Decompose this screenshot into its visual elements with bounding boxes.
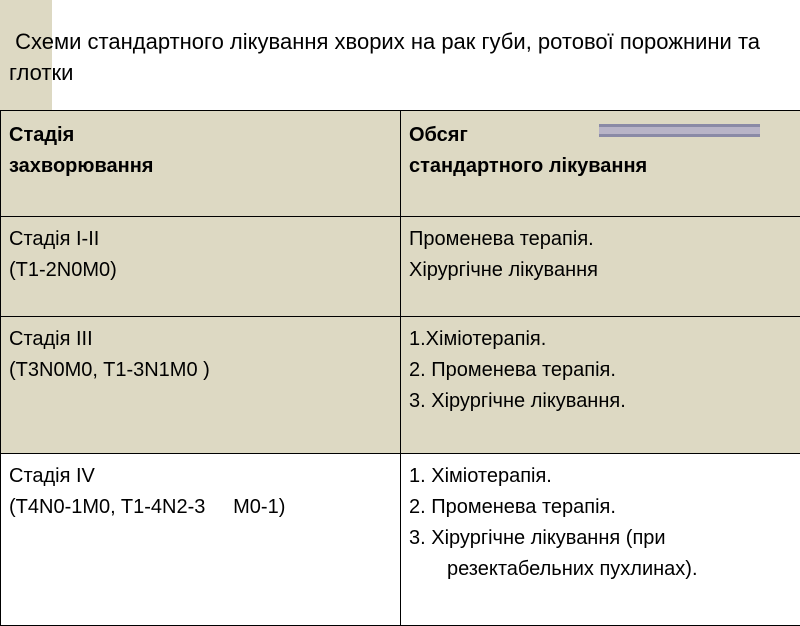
header-stage xyxy=(1,111,401,217)
slide-title: Схеми стандартного лікування хворих на рак губи, ротової порожнини та глотки xyxy=(9,26,789,88)
treatment-line: 1. Хіміотерапія. xyxy=(409,461,796,492)
table-row xyxy=(1,217,800,317)
stage-name: Стадія IV xyxy=(9,461,396,492)
treatment-line: Хірургічне лікування xyxy=(409,255,796,286)
header-treatment-line: стандартного лікування xyxy=(409,151,796,182)
stage-name: Стадія I-II xyxy=(9,224,396,255)
treatment-table xyxy=(0,110,800,626)
treatment-line: 2. Променева терапія. xyxy=(409,355,796,386)
treatment-line: 1.Хіміотерапія. xyxy=(409,324,796,355)
decorative-bar xyxy=(599,124,760,137)
treatment-cell xyxy=(401,217,800,317)
stage-tnm: (T3N0M0, T1-3N1M0 ) xyxy=(9,355,396,386)
treatment-cell xyxy=(401,317,800,454)
treatment-line: 3. Хірургічне лікування (при xyxy=(409,523,796,554)
header-stage-line: захворювання xyxy=(9,151,396,182)
stage-tnm: (T4N0-1M0, T1-4N2-3 M0-1) xyxy=(9,492,396,523)
table-row xyxy=(1,317,800,454)
header-treatment-line: Обсяг xyxy=(409,120,796,151)
stage-cell xyxy=(1,217,401,317)
stage-name: Стадія III xyxy=(9,324,396,355)
treatment-line: Променева терапія. xyxy=(409,224,796,255)
treatment-line: 2. Променева терапія. xyxy=(409,492,796,523)
treatment-line: резектабельних пухлинах). xyxy=(409,554,796,585)
header-stage-line: Стадія xyxy=(9,120,396,151)
stage-cell xyxy=(1,317,401,454)
stage-tnm: (T1-2N0M0) xyxy=(9,255,396,286)
treatment-line: 3. Хірургічне лікування. xyxy=(409,386,796,417)
